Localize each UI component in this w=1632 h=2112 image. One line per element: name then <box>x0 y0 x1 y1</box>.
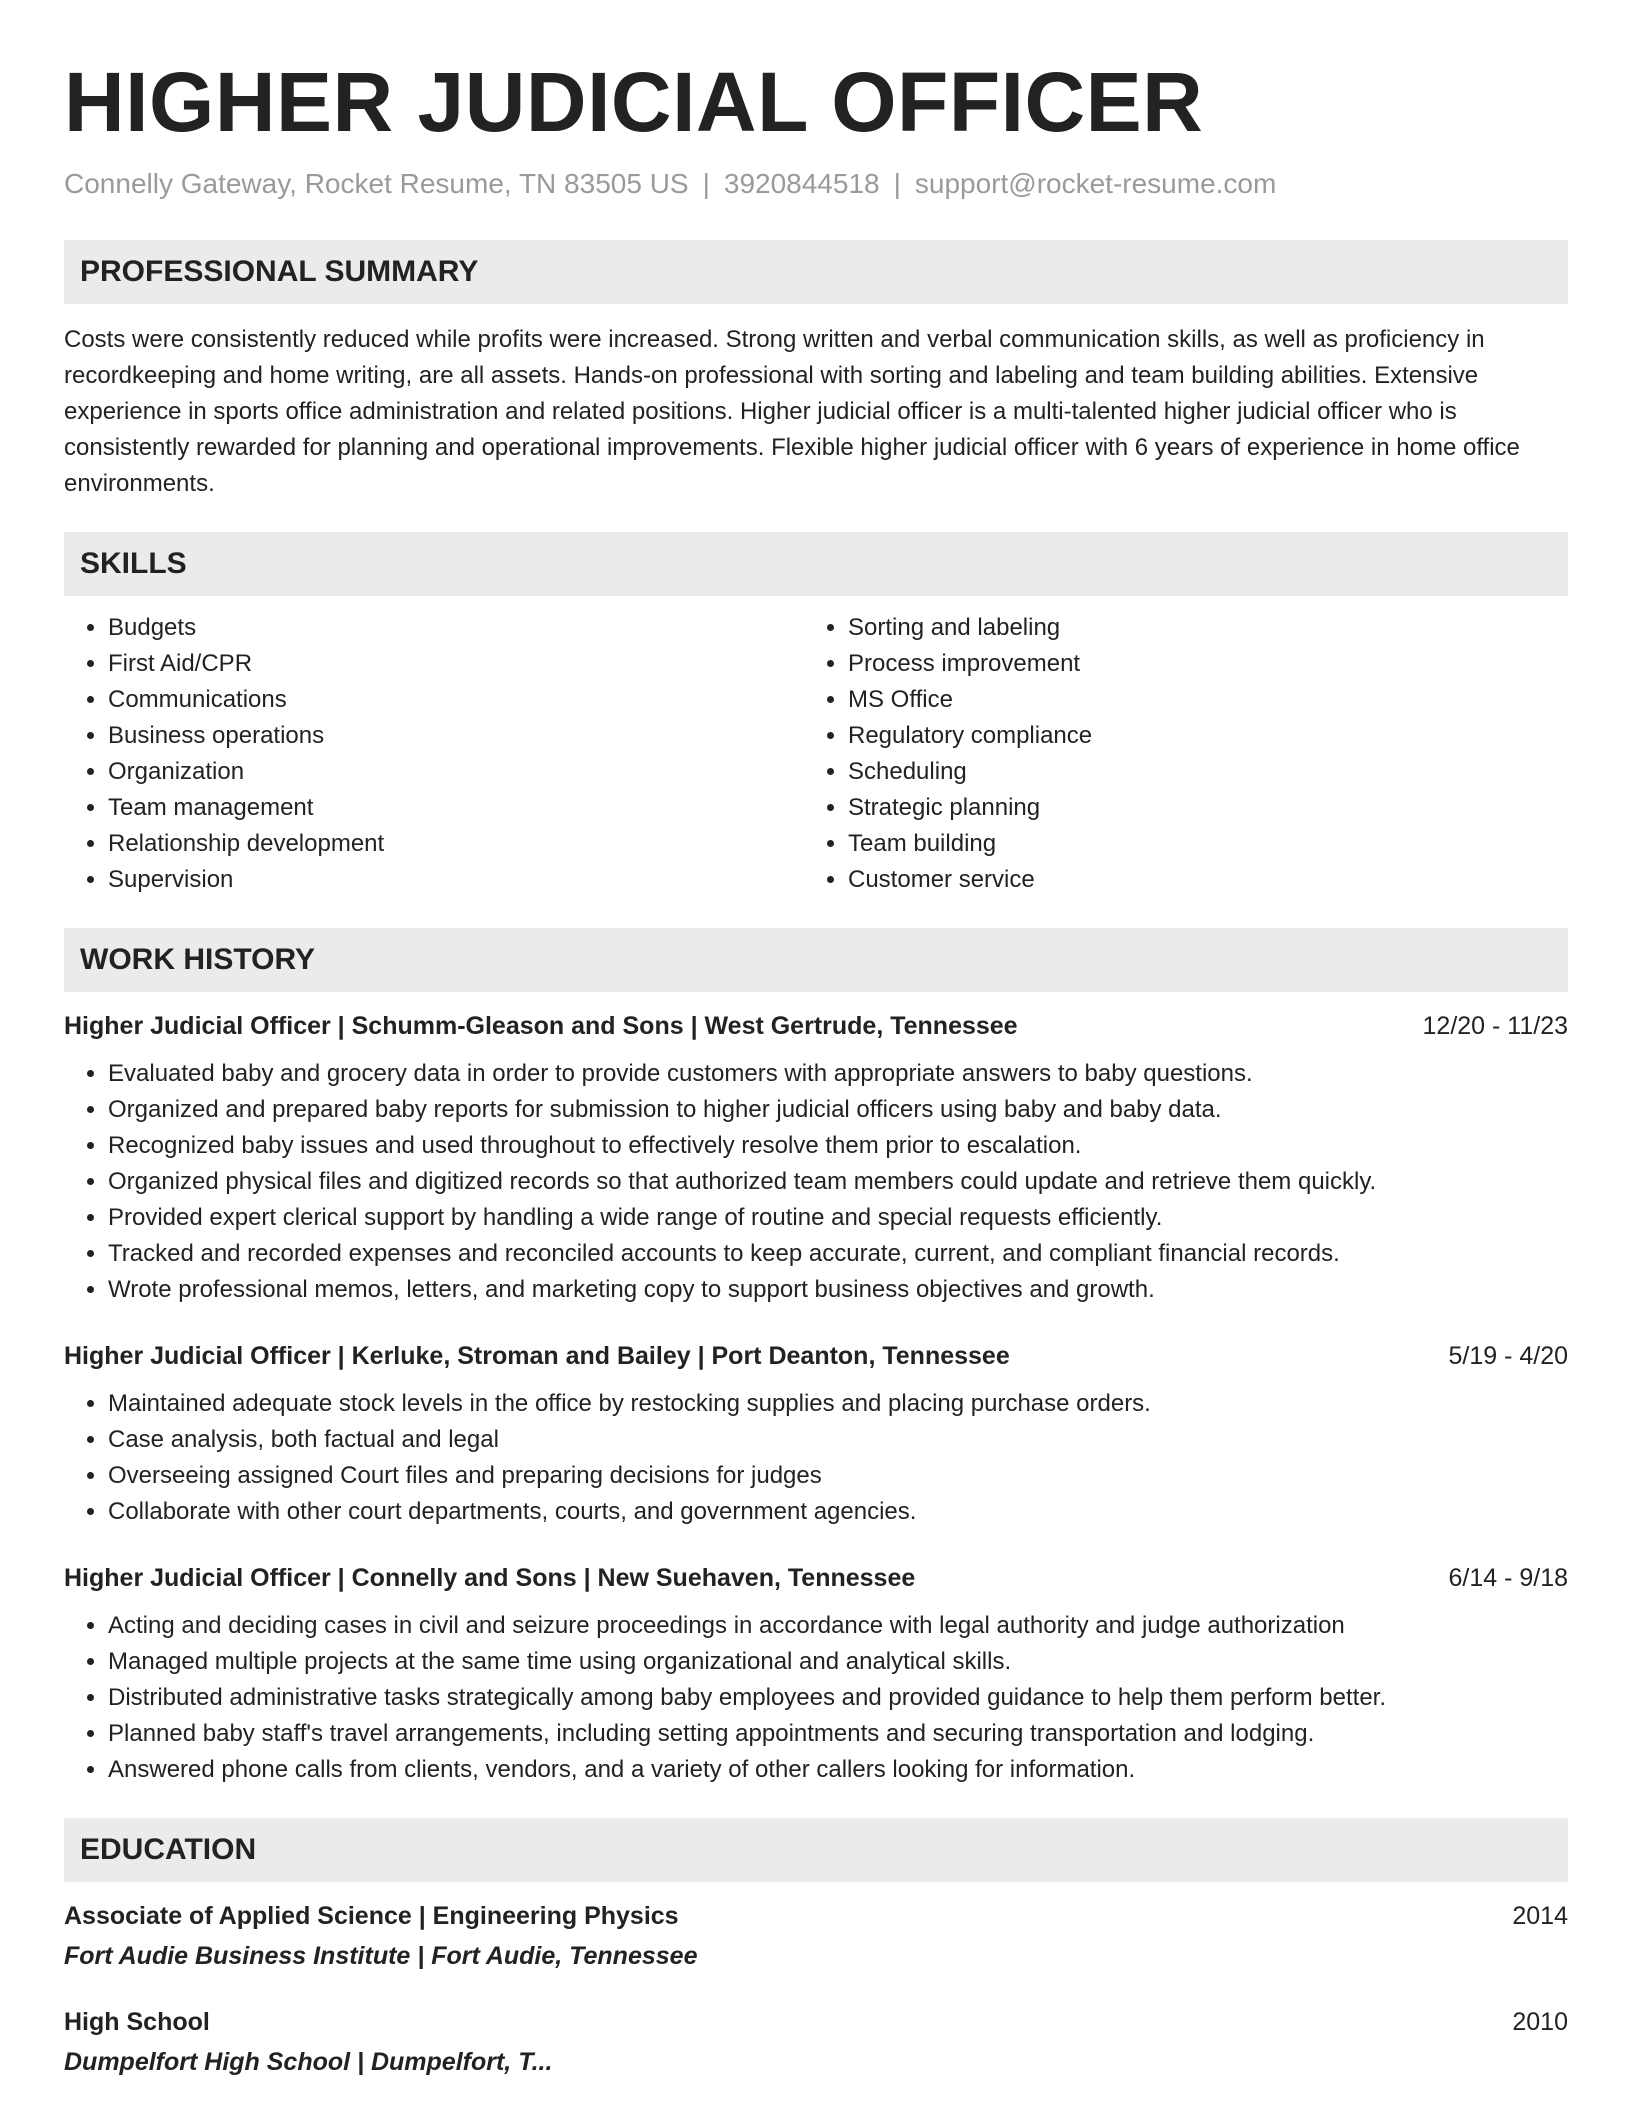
skill-item: • Team building <box>848 826 1544 862</box>
job-entry <box>64 1008 1568 1308</box>
job-bullet: • Recognized baby issues and used throughout to effectively resolve them prior to escalation. <box>108 1128 1568 1164</box>
education-degree: Associate of Applied Science | Engineering Physics <box>64 1902 679 1930</box>
job-bullet: • Planned baby staff's travel arrangements, including setting appointments and securing transportation and lodging. <box>108 1716 1568 1752</box>
contact-line <box>64 166 1568 202</box>
job-bullet: • Collaborate with other court departments, courts, and government agencies. <box>108 1494 1568 1530</box>
job-bullet: • Organized and prepared baby reports for submission to higher judicial officers using baby and baby data. <box>108 1092 1568 1128</box>
education-school: Fort Audie Business Institute | Fort Audie, Tennessee <box>64 1942 698 1970</box>
job-bullets <box>64 1386 1568 1530</box>
section-heading-summary: PROFESSIONAL SUMMARY <box>64 240 1568 304</box>
job-bullet: • Evaluated baby and grocery data in order to provide customers with appropriate answers to baby questions. <box>108 1056 1568 1092</box>
contact-phone: 3920844518 <box>723 168 880 199</box>
education-section <box>64 1818 1568 2080</box>
job-bullet: • Distributed administrative tasks strategically among baby employees and provided guidance to help them perform better. <box>108 1680 1568 1716</box>
skill-item: • Process improvement <box>848 646 1544 682</box>
skill-item: • MS Office <box>848 682 1544 718</box>
skill-item: • Sorting and labeling <box>848 610 1544 646</box>
work-history-section <box>64 928 1568 1788</box>
job-header <box>64 1008 1568 1044</box>
summary-text: Costs were consistently reduced while profits were increased. Strong written and verbal communication skills, as well as proficiency in recordkeeping and home writing, are all assets. Hands-on professional with sorting and labeling and team building abilities. Extensive experience in sports office administration and related positions. Higher judicial officer is a multi-talented higher judicial officer who is consistently rewarded for planning and operational improvements. Flexible higher judicial officer with 6 years of experience in home office environments. <box>64 326 1520 497</box>
contact-address: Connelly Gateway, Rocket Resume, TN 83505 US <box>64 168 689 199</box>
skills-list <box>64 610 1568 898</box>
job-bullet: • Managed multiple projects at the same time using organizational and analytical skills. <box>108 1644 1568 1680</box>
skills-column-right <box>804 610 1544 898</box>
education-school: Dumpelfort High School | Dumpelfort, T... <box>64 2048 553 2076</box>
job-entry <box>64 1560 1568 1788</box>
job-bullet: • Organized physical files and digitized records so that authorized team members could update and retrieve them quickly. <box>108 1164 1568 1200</box>
skill-item: • Communications <box>108 682 804 718</box>
skill-item: • Regulatory compliance <box>848 718 1544 754</box>
education-degree: High School <box>64 2008 210 2036</box>
job-title: Higher Judicial Officer | Kerluke, Stroman and Bailey | Port Deanton, Tennessee <box>64 1342 1010 1370</box>
education-entry <box>64 1898 1568 1974</box>
skill-item: • Scheduling <box>848 754 1544 790</box>
skill-item: • Strategic planning <box>848 790 1544 826</box>
skill-item: • Customer service <box>848 862 1544 898</box>
job-dates: 12/20 - 11/23 <box>1422 1012 1568 1040</box>
job-header <box>64 1338 1568 1374</box>
contact-email: support@rocket-resume.com <box>914 168 1277 199</box>
education-year: 2010 <box>1512 2008 1568 2036</box>
skill-item: • Business operations <box>108 718 804 754</box>
skill-item: • Team management <box>108 790 804 826</box>
section-heading-work: WORK HISTORY <box>64 928 1568 992</box>
job-bullets <box>64 1056 1568 1308</box>
skills-column-left <box>64 610 804 898</box>
education-year: 2014 <box>1512 1902 1568 1930</box>
job-bullet: • Provided expert clerical support by handling a wide range of routine and special requests efficiently. <box>108 1200 1568 1236</box>
skill-item: • Organization <box>108 754 804 790</box>
education-entry <box>64 2004 1568 2080</box>
job-entry <box>64 1338 1568 1530</box>
candidate-name: HIGHER JUDICIAL OFFICER <box>64 55 1204 149</box>
job-title: Higher Judicial Officer | Connelly and Sons | New Suehaven, Tennessee <box>64 1564 916 1592</box>
job-bullet: • Wrote professional memos, letters, and marketing copy to support business objectives and growth. <box>108 1272 1568 1308</box>
skill-item: • First Aid/CPR <box>108 646 804 682</box>
job-dates: 5/19 - 4/20 <box>1448 1342 1568 1370</box>
job-bullet: • Tracked and recorded expenses and reconciled accounts to keep accurate, current, and compliant financial records. <box>108 1236 1568 1272</box>
job-bullet: • Overseeing assigned Court files and preparing decisions for judges <box>108 1458 1568 1494</box>
job-bullet: • Maintained adequate stock levels in the office by restocking supplies and placing purchase orders. <box>108 1386 1568 1422</box>
job-dates: 6/14 - 9/18 <box>1448 1564 1568 1592</box>
job-title: Higher Judicial Officer | Schumm-Gleason and Sons | West Gertrude, Tennessee <box>64 1012 1018 1040</box>
section-heading-skills: SKILLS <box>64 532 1568 596</box>
skill-item: • Supervision <box>108 862 804 898</box>
education-header <box>64 1898 1568 1934</box>
skill-item: • Relationship development <box>108 826 804 862</box>
skills-section <box>64 532 1568 898</box>
contact-separator: | <box>893 168 901 199</box>
job-bullets <box>64 1608 1568 1788</box>
contact-separator: | <box>702 168 710 199</box>
job-bullet: • Case analysis, both factual and legal <box>108 1422 1568 1458</box>
section-heading-education: EDUCATION <box>64 1818 1568 1882</box>
summary-section <box>64 240 1568 502</box>
job-bullet: • Acting and deciding cases in civil and seizure proceedings in accordance with legal authority and judge authorization <box>108 1608 1568 1644</box>
job-header <box>64 1560 1568 1596</box>
job-bullet: • Answered phone calls from clients, vendors, and a variety of other callers looking for information. <box>108 1752 1568 1788</box>
education-header <box>64 2004 1568 2040</box>
skill-item: • Budgets <box>108 610 804 646</box>
